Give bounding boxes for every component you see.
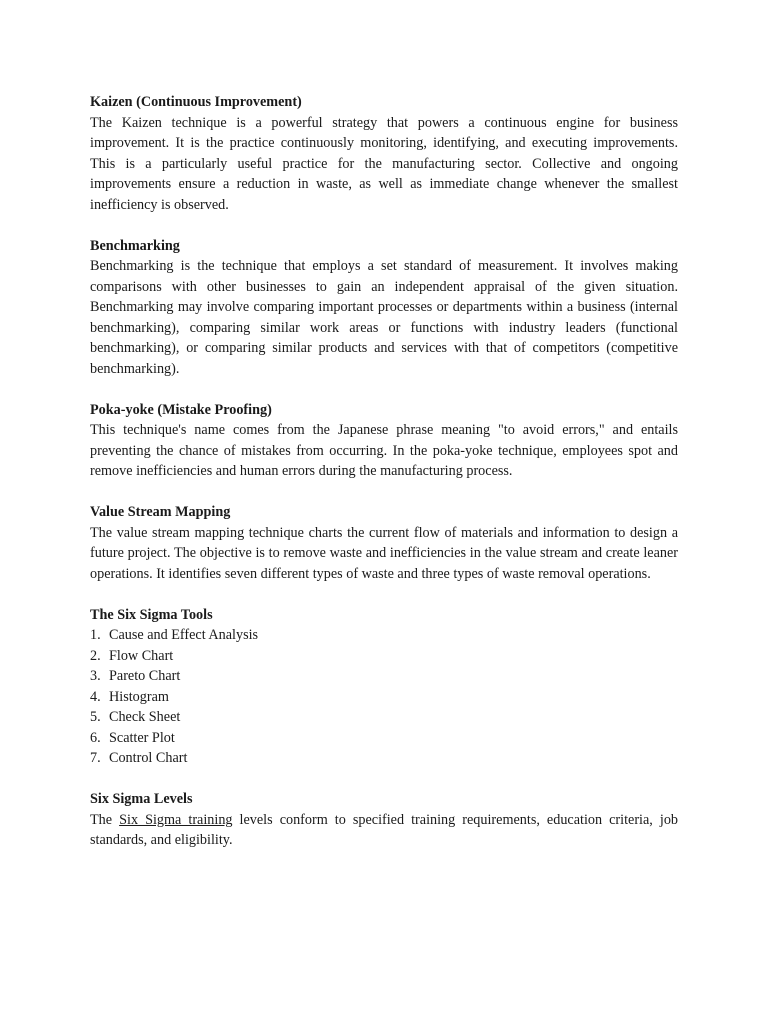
levels-text-after: levels conform to specified training requirements, education criteria, job standards, and eligibility. xyxy=(90,811,679,848)
section-heading-poka-yoke: Poka-yoke (Mistake Proofing) xyxy=(90,401,272,418)
section-body-poka-yoke: This technique's name comes from the Japanese phrase meaning "to avoid errors," and entails preventing the chance of mistakes from occurring. In the poka-yoke technique, employees spot and remove inefficiencies and human errors during the manufacturing process. xyxy=(90,422,678,479)
list-item xyxy=(90,748,678,769)
section-body-kaizen: The Kaizen technique is a powerful strategy that powers a continuous engine for business improvement. It is the practice continuously monitoring, identifying, and executing improvements. This is a particularly useful practice for the manufacturing sector. Collective and ongoing improvements ensure a reduction in waste, as well as immediate change whenever the smallest inefficiency is observed. xyxy=(90,114,678,213)
section-poka-yoke xyxy=(90,400,678,482)
list-item-label: Flow Chart xyxy=(109,647,174,664)
section-body-six-sigma-levels xyxy=(90,810,678,851)
list-item-label: Control Chart xyxy=(109,750,188,766)
list-item-label: Check Sheet xyxy=(109,709,181,725)
list-item xyxy=(90,707,678,728)
six-sigma-training-link[interactable]: Six Sigma training xyxy=(119,811,233,828)
list-item-number: 5. xyxy=(90,709,101,725)
list-item-number: 4. xyxy=(90,688,101,705)
section-six-sigma-levels xyxy=(90,789,678,851)
section-body-value-stream-mapping: The value stream mapping technique charts the current flow of materials and information to design a future project. The objective is to remove waste and inefficiencies in the value stream and create leaner operations. It identifies seven different types of waste and three types of waste removal operations. xyxy=(90,524,678,582)
section-heading-six-sigma-tools: The Six Sigma Tools xyxy=(90,606,213,623)
section-heading-value-stream-mapping: Value Stream Mapping xyxy=(90,504,231,520)
levels-text-before: The xyxy=(90,811,120,828)
list-item-label: Scatter Plot xyxy=(109,729,175,746)
list-item-label: Pareto Chart xyxy=(109,668,181,684)
list-item-number: 3. xyxy=(90,668,101,684)
section-kaizen xyxy=(90,92,678,215)
six-sigma-tools-list xyxy=(90,625,678,769)
section-six-sigma-tools xyxy=(90,605,678,769)
list-item-label: Cause and Effect Analysis xyxy=(109,627,259,643)
section-benchmarking xyxy=(90,236,678,380)
list-item xyxy=(90,646,678,667)
list-item-number: 1. xyxy=(90,627,101,643)
section-value-stream-mapping xyxy=(90,502,678,584)
list-item xyxy=(90,687,678,708)
list-item xyxy=(90,728,678,749)
list-item xyxy=(90,666,678,687)
document-page xyxy=(90,92,678,871)
section-heading-six-sigma-levels: Six Sigma Levels xyxy=(90,791,193,807)
list-item-number: 6. xyxy=(90,729,101,746)
list-item-number: 2. xyxy=(90,647,101,664)
list-item xyxy=(90,625,678,646)
list-item-number: 7. xyxy=(90,750,101,766)
section-body-benchmarking: Benchmarking is the technique that employs a set standard of measurement. It involves making comparisons with other businesses to gain an independent appraisal of the given situation. Benchmarking may involve comparing important processes or departments within a business (internal benchmarking), comparing similar work areas or functions with industry leaders (functional benchmarking), or comparing similar products and services with that of competitors (competitive benchmarking). xyxy=(90,258,678,377)
section-heading-kaizen: Kaizen (Continuous Improvement) xyxy=(90,94,302,110)
list-item-label: Histogram xyxy=(109,688,169,705)
section-heading-benchmarking: Benchmarking xyxy=(90,237,180,254)
